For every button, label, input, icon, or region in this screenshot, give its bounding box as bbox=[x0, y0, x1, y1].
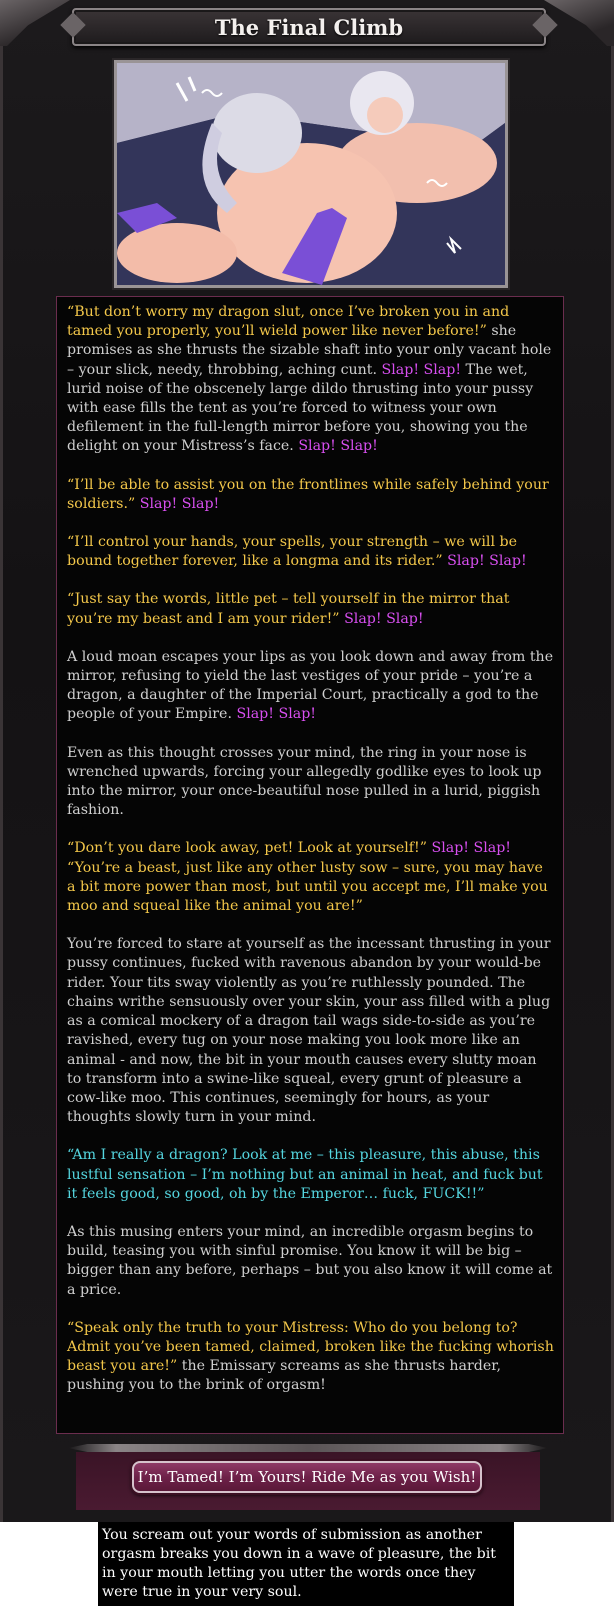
narration-text: As this musing enters your mind, an incredible orgasm begins to build, teasing you with sinful promise. You know it will be big – bigger than any before, perhaps – but you also know it will come at a price. bbox=[67, 1223, 553, 1298]
story-paragraph bbox=[67, 1146, 555, 1204]
narration-text: the Emissary screams as she thrusts harder, pushing you to the brink of orgasm! bbox=[67, 1358, 501, 1394]
story-paragraph bbox=[67, 648, 555, 725]
story-paragraph bbox=[67, 1223, 555, 1300]
sound-effect-text: Slap! Slap! bbox=[344, 610, 424, 627]
dialogue-text: “Just say the words, little pet – tell yourself in the mirror that you’re my beast and I am your rider!” bbox=[67, 591, 510, 627]
sound-effect-text: Slap! Slap! bbox=[298, 438, 378, 455]
story-paragraph bbox=[67, 935, 555, 1127]
sound-effect-text: Slap! Slap! bbox=[447, 553, 527, 570]
story-paragraph bbox=[67, 476, 555, 514]
narration-text: Even as this thought crosses your mind, the ring in your nose is wrenched upwards, forcing your allegedly godlike eyes to look up into the mirror, your once-beautiful nose pulled in a lurid, piggish fashion. bbox=[67, 744, 542, 819]
sound-effect-text: Slap! Slap! bbox=[381, 361, 462, 378]
ornamental-divider bbox=[68, 1444, 548, 1452]
dialogue-text: “You’re a beast, just like any other lusty sow – sure, you may have a bit more power than most, but until you accept me, I’ll make you moo and squeal like the animal you are!” bbox=[67, 859, 548, 915]
story-paragraph bbox=[67, 1319, 555, 1396]
sound-effect-text: Slap! Slap! bbox=[431, 840, 511, 857]
story-paragraph bbox=[67, 839, 555, 916]
title-banner bbox=[72, 8, 546, 46]
dialogue-text: “Am I really a dragon? Look at me – this pleasure, this abuse, this lustful sensation – I’m nothing but an animal in heat, and fuck but it feels good, so good, oh by the Emperor… fuck, FUCK!!” bbox=[67, 1147, 543, 1202]
story-paragraph bbox=[67, 590, 555, 628]
scene-title: The Final Climb bbox=[214, 14, 404, 40]
dialogue-text: “Speak only the truth to your Mistress: Who do you belong to? Admit you’ve been tamed, claimed, broken like the fucking whorish beast you are!” bbox=[67, 1319, 554, 1375]
story-paragraph bbox=[67, 533, 555, 571]
outcome-text: You scream out your words of submission as another orgasm breaks you down in a wave of pleasure, the bit in your mouth letting you utter the words once they were true in your very soul. bbox=[98, 1522, 514, 1606]
narration-text: The wet, lurid noise of the obscenely large dildo thrusting into your pussy with ease fills the tent as you’re forced to witness your own defilement in the full-length mirror before you, showing you the delight on your Mistress’s face. bbox=[67, 361, 534, 455]
dialogue-text: “I’ll be able to assist you on the frontlines while safely behind your soldiers.” bbox=[67, 476, 549, 512]
story-paragraph bbox=[67, 303, 555, 457]
dialogue-text: “Don’t you dare look away, pet! Look at yourself!” bbox=[67, 840, 427, 857]
narration-text: A loud moan escapes your lips as you look down and away from the mirror, refusing to yield the last vestiges of your pride – you’re a dragon, a daughter of the Imperial Court, practically a god to the people of your Empire. bbox=[67, 648, 554, 723]
sound-effect-text: Slap! Slap! bbox=[139, 495, 220, 512]
choice-button-tamed[interactable]: I’m Tamed! I’m Yours! Ride Me as you Wish! bbox=[132, 1461, 482, 1493]
story-text-box bbox=[56, 296, 564, 1434]
scene-illustration bbox=[114, 60, 508, 288]
dialogue-text: “I’ll control your hands, your spells, your strength – we will be bound together forever, like a longma and its rider.” bbox=[67, 534, 517, 570]
scene-illustration-art bbox=[117, 63, 505, 285]
narration-text: You’re forced to stare at yourself as the incessant thrusting in your pussy continues, fucked with ravenous abandon by your would-be rider. Your tits sway violently as you’re ruthlessly pounded. The chains writhe sensuously over your skin, your ass filled with a plug as a comical mockery of a dragon tail wags side-to-side as you’re ravished, every tug on your nose making you look more like an animal - and now, the bit in your mouth causes every slutty moan to transform into a swine-like squeal, every grunt of pleasure a cow-like moo. This continues, seemingly for hours, as your thoughts slowly turn in your mind. bbox=[67, 936, 551, 1126]
narration-text: she promises as she thrusts the sizable shaft into your only vacant hole – your slick, needy, throbbing, aching cunt. bbox=[67, 323, 552, 378]
sound-effect-text: Slap! Slap! bbox=[236, 706, 316, 723]
story-paragraph bbox=[67, 744, 555, 821]
dialogue-text: “But don’t worry my dragon slut, once I’ve broken you in and tamed you properly, you’ll wield power like never before!” bbox=[67, 304, 510, 340]
